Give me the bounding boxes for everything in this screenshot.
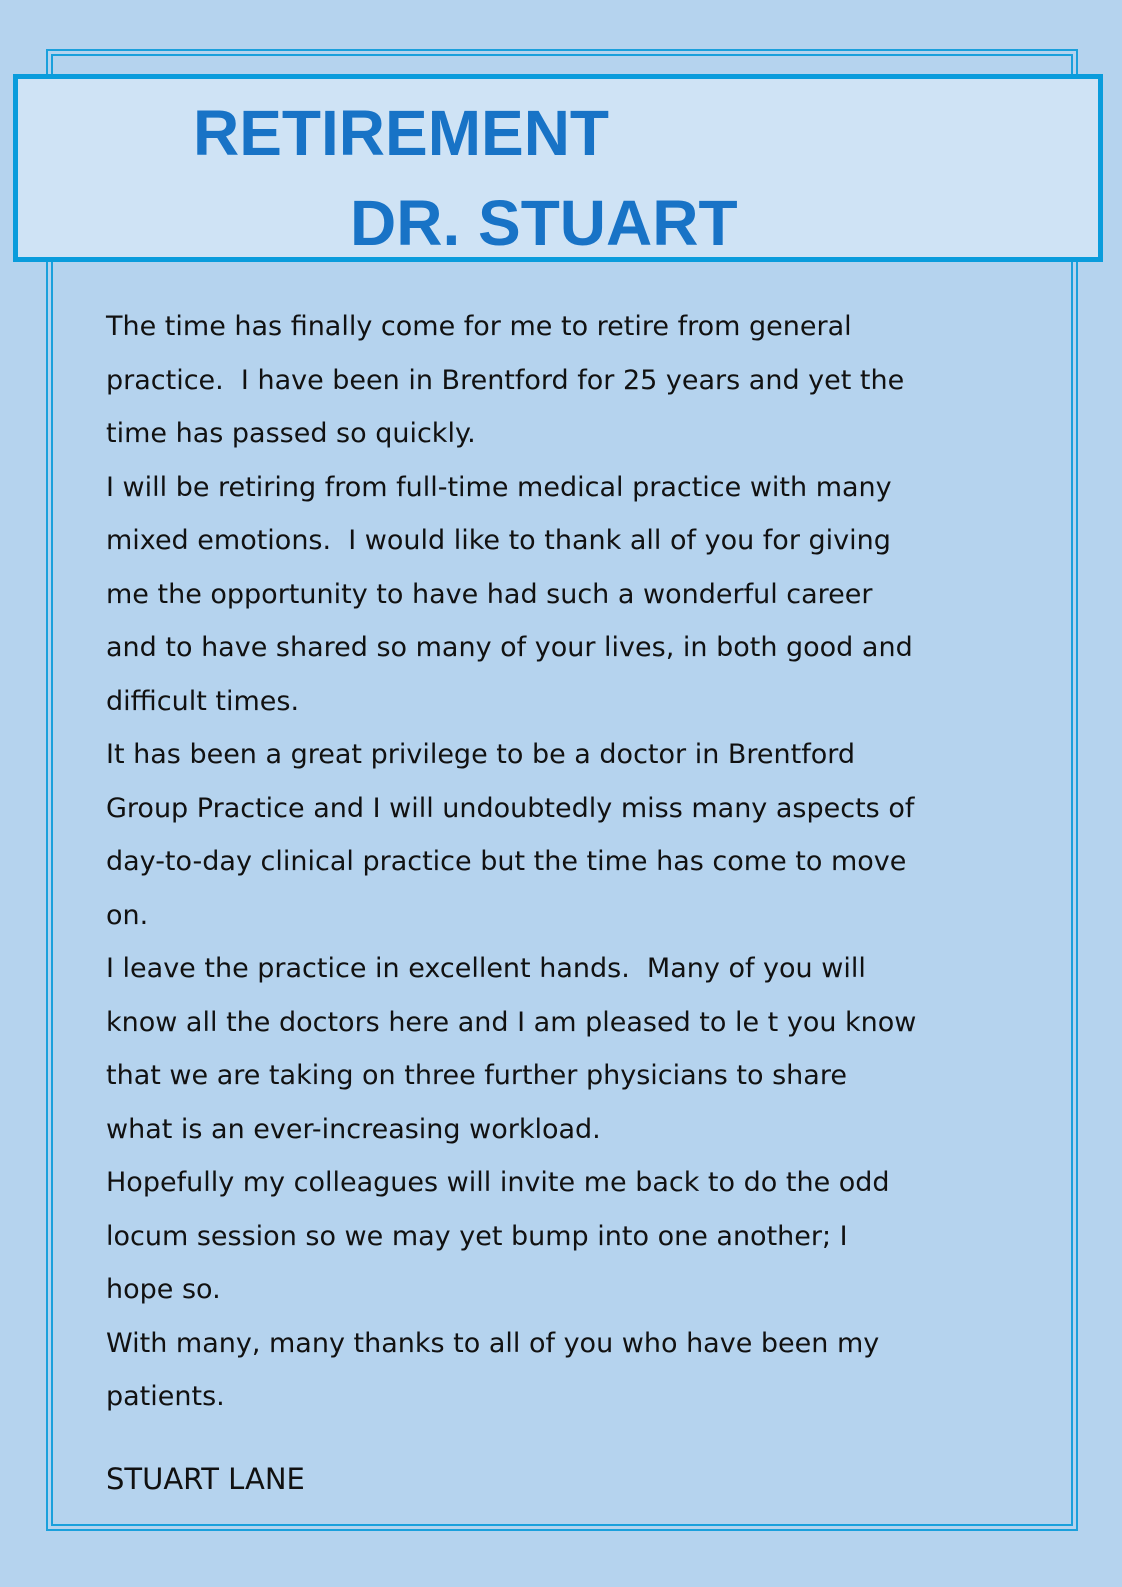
letter-line: hope so. [106,1274,221,1305]
letter-line: difficult times. [106,685,300,717]
signature: STUART LANE [106,1462,305,1496]
letter-line: that we are taking on three further physicians to share [106,1060,847,1091]
letter-line: patients. [106,1381,225,1412]
letter-line: Group Practice and I will undoubtedly miss many aspects of [106,792,915,824]
title-doctor-name: DR. STUART [350,187,738,259]
letter-line: The time has finally come for me to retire from general [106,311,852,342]
letter-body [106,300,1006,1424]
letter-line: mixed emotions. I would like to thank all of you for giving [106,525,891,556]
letter-line: know all the doctors here and I am pleased to le t you know [106,1006,917,1038]
title-retirement: RETIREMENT [193,97,609,169]
letter-line: time has passed so quickly. [106,418,476,449]
letter-line: Hopefully my colleagues will invite me back to do the odd [106,1167,890,1198]
title-banner [13,74,1103,262]
letter-line: practice. I have been in Brentford for 25 years and yet the [106,364,905,396]
letter-line: I will be retiring from full-time medical practice with many [106,471,892,503]
letter-line: day-to-day clinical practice but the time has come to move [106,846,907,877]
letter-line: on. [106,899,149,931]
letter-line: I leave the practice in excellent hands. Many of you will [106,953,866,984]
letter-line: what is an ever-increasing workload. [106,1113,601,1145]
letter-line: locum session so we may yet bump into one another; I [106,1220,848,1252]
letter-line: With many, many thanks to all of you who have been my [106,1327,880,1359]
letter-line: and to have shared so many of your lives, in both good and [106,632,913,663]
letter-line: It has been a great privilege to be a doctor in Brentford [106,739,856,770]
letter-line: me the opportunity to have had such a wonderful career [106,578,873,610]
